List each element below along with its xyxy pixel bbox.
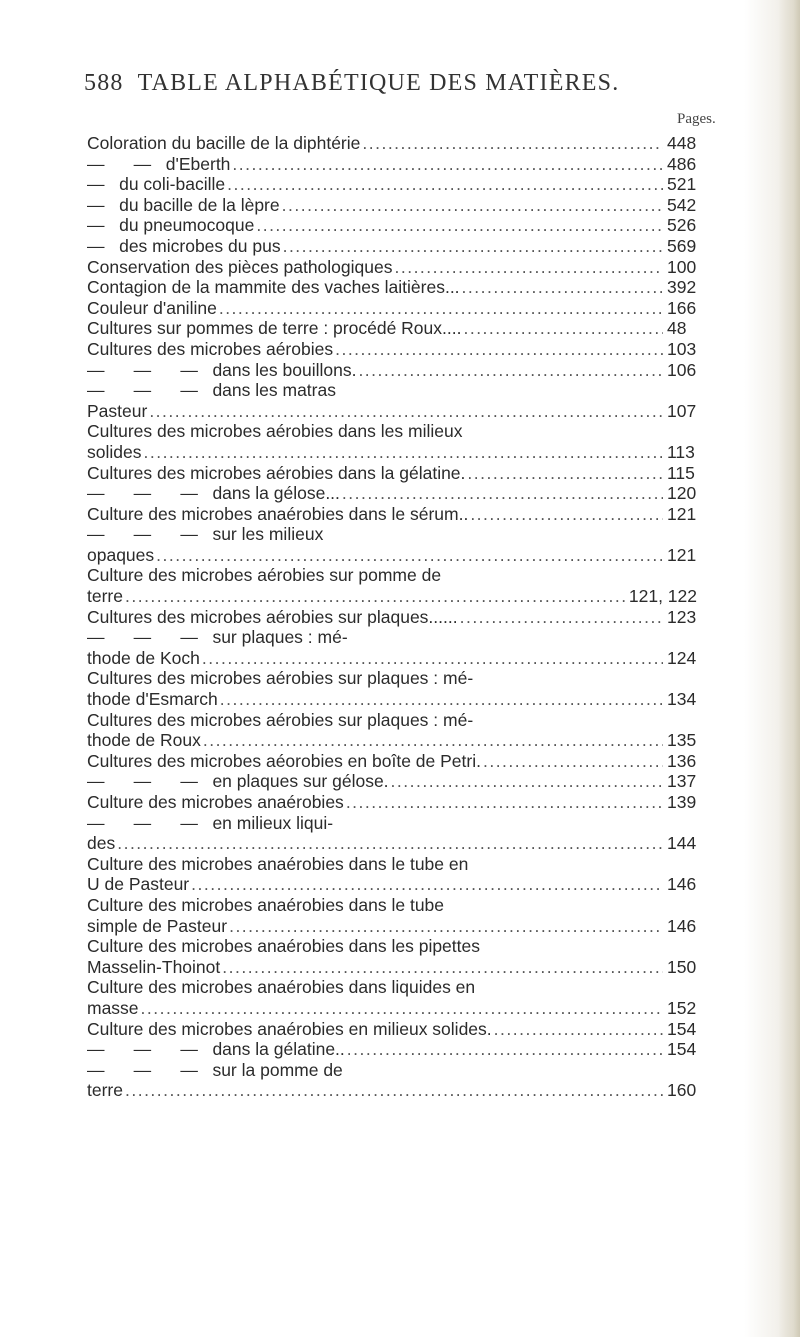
dot-leader: [342, 483, 663, 504]
index-entry: [87, 854, 697, 875]
dot-leader: [463, 318, 663, 339]
entry-text: thode de Koch: [87, 647, 200, 668]
entry-page-number: 146: [667, 874, 697, 895]
entry-page-number: 526: [667, 215, 697, 236]
entry-page-number: 144: [667, 833, 697, 854]
entry-page-number: 521: [667, 174, 697, 195]
index-entry: [87, 339, 697, 360]
index-entry: [87, 298, 697, 319]
dot-leader: [256, 215, 663, 236]
entry-page-number: 124: [667, 647, 697, 668]
pages-column-label: Pages.: [677, 111, 716, 127]
entry-page-number: 152: [667, 997, 697, 1018]
index-entry: [87, 504, 697, 525]
entry-page-number: 135: [667, 730, 697, 751]
index-entry: [87, 215, 697, 236]
index-list: [87, 133, 697, 1101]
entry-page-number: 123: [667, 606, 697, 627]
entry-page-number: 166: [667, 297, 697, 318]
page-edge-shadow: [778, 0, 800, 1337]
entry-text: masse: [87, 997, 139, 1018]
entry-text: Masselin-Thoinot: [87, 956, 221, 977]
entry-text: dans la gélatine..: [212, 1039, 345, 1060]
dot-leader: [494, 1019, 663, 1040]
entry-text: solides: [87, 441, 142, 462]
entry-text: Culture des microbes anaérobies dans le tube en: [87, 853, 469, 874]
index-entry: [87, 607, 697, 628]
index-entry: [87, 1060, 697, 1081]
dot-leader: [462, 277, 663, 298]
dot-leader: [460, 607, 663, 628]
entry-page-number: 150: [667, 956, 697, 977]
dot-leader: [203, 730, 663, 751]
index-entry: [87, 483, 697, 504]
page-title: TABLE ALPHABÉTIQUE DES MATIÈRES.: [137, 70, 620, 96]
index-entry: [87, 1080, 697, 1101]
dot-leader: [229, 916, 663, 937]
ditto-marks: —: [87, 215, 105, 236]
index-entry: [87, 977, 697, 998]
dot-leader: [232, 154, 663, 175]
entry-text: Cultures des microbes aérobies: [87, 338, 334, 359]
entry-page-number: 160: [667, 1080, 697, 1101]
entry-text: Cultures des microbes aérobies sur plaques : mé-: [87, 709, 474, 730]
entry-page-number: 103: [667, 338, 697, 359]
entry-text: du pneumocoque: [119, 215, 255, 236]
dot-leader: [358, 360, 663, 381]
index-entry: [87, 916, 697, 937]
index-entry: [87, 895, 697, 916]
running-head: [84, 70, 619, 97]
entry-text: terre: [87, 1080, 123, 1101]
index-entry: [87, 133, 697, 154]
entry-text: Couleur d'aniline: [87, 297, 217, 318]
entry-page-number: 115: [667, 462, 695, 483]
dot-leader: [125, 1080, 663, 1101]
entry-page-number: 542: [667, 194, 697, 215]
entry-text: dans les matras: [212, 380, 336, 401]
dot-leader: [143, 442, 663, 463]
dot-leader: [227, 174, 663, 195]
entry-text: Conservation des pièces pathologiques: [87, 256, 393, 277]
index-entry: [87, 1039, 697, 1060]
index-entry: [87, 710, 697, 731]
page-number: 588: [84, 70, 124, 96]
entry-page-number: 154: [667, 1018, 697, 1039]
ditto-marks: — — —: [87, 1059, 198, 1080]
index-entry: [87, 195, 697, 216]
index-entry: [87, 154, 697, 175]
entry-page-number: 100: [667, 256, 697, 277]
entry-text: Culture des microbes anaérobies dans le sérum..: [87, 503, 469, 524]
dot-leader: [362, 133, 663, 154]
entry-page-number: 113: [667, 441, 695, 462]
index-entry: [87, 360, 697, 381]
entry-text: en plaques sur gélose.: [212, 771, 389, 792]
ditto-marks: — — —: [87, 1039, 198, 1060]
entry-page-number: 569: [667, 235, 697, 256]
entry-text: des microbes du pus: [119, 235, 281, 256]
ditto-marks: — — —: [87, 380, 198, 401]
entry-text: Culture des microbes aérobies sur pomme de: [87, 565, 442, 586]
dot-leader: [202, 648, 663, 669]
index-entry: [87, 586, 697, 607]
entry-text: sur les milieux: [212, 524, 324, 545]
ditto-marks: — —: [87, 153, 152, 174]
index-entry: [87, 277, 697, 298]
entry-text: dans les bouillons.: [212, 359, 357, 380]
dot-leader: [335, 339, 663, 360]
dot-leader: [219, 298, 663, 319]
entry-page-number: 137: [667, 771, 697, 792]
entry-page-number: 154: [667, 1039, 697, 1060]
entry-page-number: 121: [667, 544, 697, 565]
entry-page-number: 486: [667, 153, 697, 174]
index-entry: [87, 565, 697, 586]
index-entry: [87, 627, 697, 648]
index-entry: [87, 174, 697, 195]
entry-text: dans la gélose...: [212, 483, 340, 504]
ditto-marks: — — —: [87, 812, 198, 833]
entry-page-number: 106: [667, 359, 697, 380]
ditto-marks: —: [87, 174, 105, 195]
entry-page-number: 107: [667, 400, 697, 421]
entry-page-number: 48: [667, 318, 687, 339]
index-entry: [87, 771, 697, 792]
index-entry: [87, 524, 697, 545]
entry-text: Cultures des microbes aérobies sur plaques : mé-: [87, 668, 474, 689]
index-entry: [87, 421, 697, 442]
entry-text: thode de Roux: [87, 730, 201, 751]
entry-page-number: 136: [667, 750, 697, 771]
dot-leader: [156, 545, 663, 566]
entry-page-number: 121, 122: [628, 586, 697, 607]
index-entry: [87, 689, 697, 710]
entry-text: sur plaques : mé-: [212, 627, 348, 648]
dot-leader: [117, 833, 663, 854]
entry-text: Culture des microbes anaérobies dans les pipettes: [87, 936, 480, 957]
dot-leader: [282, 195, 663, 216]
index-entry: [87, 442, 697, 463]
entry-text: Culture des microbes anaérobies en milieux solides.: [87, 1018, 492, 1039]
index-entry: [87, 545, 697, 566]
entry-text: Cultures des microbes aérobies dans les milieux: [87, 421, 463, 442]
entry-text: U de Pasteur: [87, 874, 190, 895]
entry-text: Cultures des microbes aérobies sur plaques......: [87, 606, 458, 627]
dot-leader: [346, 792, 663, 813]
dot-leader: [470, 504, 663, 525]
ditto-marks: — — —: [87, 627, 198, 648]
entry-page-number: 120: [667, 483, 697, 504]
dot-leader: [391, 771, 663, 792]
index-entry: [87, 257, 697, 278]
dot-leader: [483, 751, 663, 772]
ditto-marks: — — —: [87, 359, 198, 380]
entry-text: Cultures sur pommes de terre : procédé Roux....: [87, 318, 462, 339]
dot-leader: [283, 236, 663, 257]
index-entry: [87, 833, 697, 854]
index-entry: [87, 751, 697, 772]
entry-text: du coli-bacille: [119, 174, 226, 195]
index-entry: [87, 730, 697, 751]
entry-text: des: [87, 833, 116, 854]
entry-page-number: 134: [667, 689, 697, 710]
index-entry: [87, 648, 697, 669]
index-entry: [87, 957, 697, 978]
entry-text: terre: [87, 586, 123, 607]
index-entry: [87, 998, 697, 1019]
index-entry: [87, 668, 697, 689]
entry-text: du bacille de la lèpre: [119, 194, 280, 215]
entry-text: d'Eberth: [165, 153, 231, 174]
dot-leader: [125, 586, 625, 607]
entry-text: sur la pomme de: [212, 1059, 343, 1080]
index-entry: [87, 463, 697, 484]
entry-page-number: 146: [667, 915, 697, 936]
entry-page-number: 392: [667, 277, 697, 298]
ditto-marks: —: [87, 194, 105, 215]
index-entry: [87, 236, 697, 257]
entry-page-number: 139: [667, 792, 697, 812]
entry-text: Culture des microbes anaérobies dans le tube: [87, 894, 445, 915]
index-entry: [87, 401, 697, 422]
index-entry: [87, 1019, 697, 1040]
entry-page-number: 121: [667, 503, 697, 524]
index-entry: [87, 936, 697, 957]
entry-text: Coloration du bacille de la diphtérie: [87, 133, 361, 153]
ditto-marks: — — —: [87, 483, 198, 504]
index-entry: [87, 380, 697, 401]
entry-text: Contagion de la mammite des vaches laitières...: [87, 277, 460, 298]
index-entry: [87, 874, 697, 895]
dot-leader: [220, 689, 663, 710]
entry-text: Cultures des microbes aéorobies en boîte de Petri.: [87, 750, 481, 771]
entry-text: opaques: [87, 544, 155, 565]
entry-page-number: 448: [667, 133, 697, 153]
dot-leader: [347, 1039, 663, 1060]
index-entry: [87, 792, 697, 813]
index-entry: [87, 813, 697, 834]
entry-text: simple de Pasteur: [87, 915, 228, 936]
entry-text: Pasteur: [87, 400, 148, 421]
entry-text: Culture des microbes anaérobies dans liquides en: [87, 977, 476, 998]
dot-leader: [394, 257, 663, 278]
dot-leader: [222, 957, 663, 978]
entry-text: Cultures des microbes aérobies dans la gélatine.: [87, 462, 466, 483]
index-entry: [87, 318, 697, 339]
entry-text: Culture des microbes anaérobies: [87, 792, 344, 812]
entry-text: thode d'Esmarch: [87, 689, 218, 710]
dot-leader: [149, 401, 663, 422]
ditto-marks: — — —: [87, 524, 198, 545]
dot-leader: [191, 874, 663, 895]
entry-text: en milieux liqui-: [212, 812, 334, 833]
dot-leader: [467, 463, 663, 484]
ditto-marks: —: [87, 235, 105, 256]
dot-leader: [141, 998, 663, 1019]
ditto-marks: — — —: [87, 771, 198, 792]
